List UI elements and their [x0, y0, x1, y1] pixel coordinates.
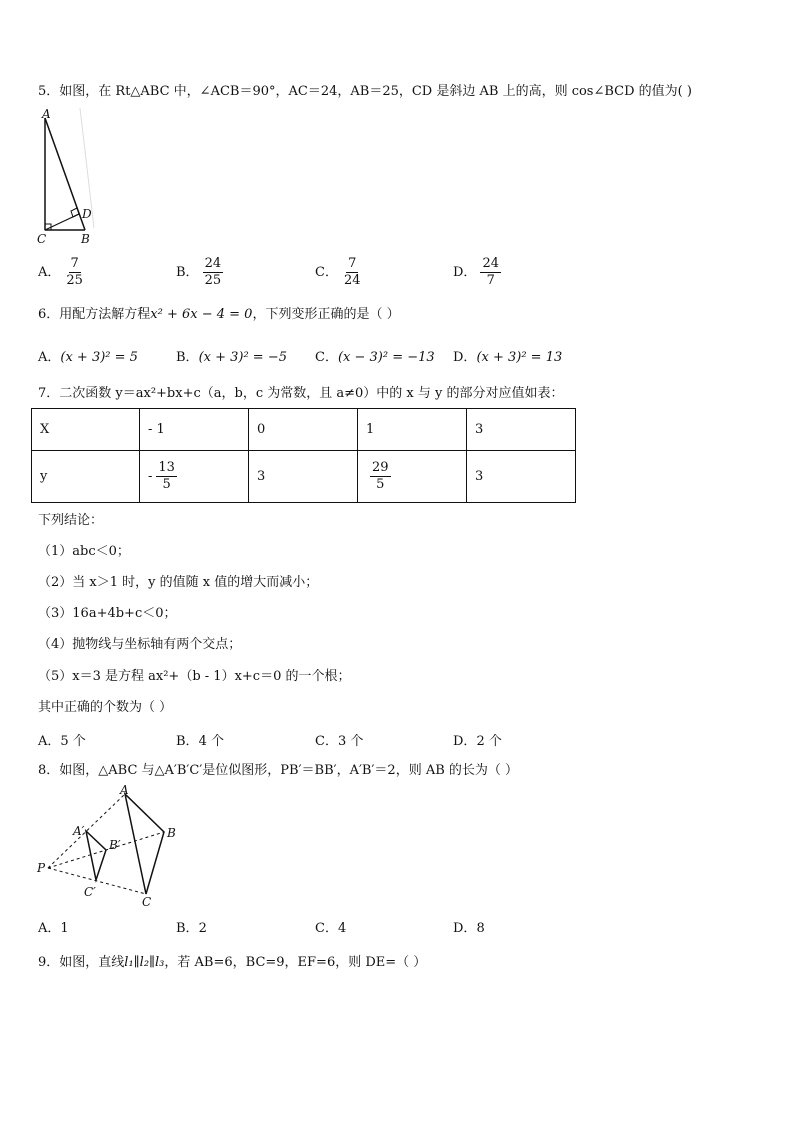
q7-conclusion-4: （4）抛物线与坐标轴有两个交点； — [38, 637, 242, 652]
table-row — [32, 409, 576, 451]
table-cell: 3 — [467, 409, 576, 451]
q8-stem: 8．如图，△ABC 与△A′B′C′是位似图形，PB′＝BB′，A′B′＝2，则 AB 的长为（ ） — [38, 763, 519, 778]
q8-option-a[interactable]: A．1 — [38, 921, 69, 936]
label-b-prime: B′ — [109, 838, 121, 852]
q8-option-c[interactable]: C．4 — [315, 921, 347, 936]
q7-option-c[interactable]: C．3 个 — [315, 734, 364, 749]
label-c: C — [142, 895, 152, 909]
q7-stem: 7．二次函数 y＝ax²+bx+c（a，b，c 为常数，且 a≠0）中的 x 与 y 的部分对应值如表： — [38, 386, 564, 401]
table-cell: y — [32, 451, 140, 503]
label-a: A — [120, 783, 129, 797]
q6-option-d[interactable]: D．(x + 3)² = 13 — [453, 350, 563, 365]
q7-option-a[interactable]: A．5 个 — [38, 734, 86, 749]
triangle-abc — [125, 794, 164, 894]
label-a: A — [42, 108, 51, 121]
q8-option-b[interactable]: B．2 — [176, 921, 207, 936]
q7-question: 其中正确的个数为（ ） — [38, 700, 173, 715]
q6-option-a[interactable]: A．(x + 3)² = 5 — [38, 350, 138, 365]
q7-conclusions-title: 下列结论： — [38, 513, 104, 528]
q5-option-b[interactable]: B． $\frac{24}{25}$ — [176, 256, 222, 288]
q6-option-c[interactable]: C．(x − 3)² = −13 — [315, 350, 435, 365]
label-c-prime: C′ — [84, 885, 96, 899]
table-cell: 0 — [249, 409, 358, 451]
q7-conclusion-2: （2）当 x＞1 时，y 的值随 x 值的增大而减小； — [38, 575, 319, 590]
table-cell: 3 — [249, 451, 358, 503]
q6-option-b[interactable]: B．(x + 3)² = −5 — [176, 350, 287, 365]
q8-figure — [36, 782, 186, 910]
label-a-prime: A′ — [73, 824, 85, 838]
q7-conclusion-5: （5）x＝3 是方程 ax²+（b - 1）x+c＝0 的一个根； — [38, 669, 351, 684]
right-angle-d — [71, 208, 79, 217]
q5-option-d[interactable]: D． $\frac{24}{7}$ — [453, 256, 499, 288]
q7-option-b[interactable]: B．4 个 — [176, 734, 224, 749]
q7-option-d[interactable]: D．2 个 — [453, 734, 502, 749]
q9-parallel-lines: l₁∥l₂∥l₃ — [124, 955, 165, 970]
table-cell: - $\frac{13}{5}$ — [140, 451, 249, 503]
table-cell: $\frac{29}{5}$ — [358, 451, 467, 503]
q7-conclusion-3: （3）16a+4b+c＜0； — [38, 606, 177, 621]
q5-figure — [36, 108, 106, 248]
label-b: B — [81, 232, 90, 246]
q9-stem: 9．如图，直线l₁∥l₂∥l₃，若 AB=6，BC=9，EF=6，则 DE=（ ） — [38, 955, 427, 970]
table-cell: - 1 — [140, 409, 249, 451]
q6-stem: 6．用配方法解方程x² + 6x − 4 = 0，下列变形正确的是（ ） — [38, 307, 400, 322]
q6-equation: x² + 6x − 4 = 0 — [150, 307, 253, 322]
q7-conclusion-1: （1）abc＜0； — [38, 544, 130, 559]
table-cell: 1 — [358, 409, 467, 451]
label-d: D — [82, 207, 92, 221]
q5-stem: 5．如图，在 Rt△ABC 中，∠ACB＝90°，AC＝24，AB＝25，CD 是斜边 AB 上的高，则 cos∠BCD 的值为( ) — [38, 84, 692, 99]
ray-pc — [48, 868, 146, 894]
q8-option-d[interactable]: D．8 — [453, 921, 485, 936]
table-cell: 3 — [467, 451, 576, 503]
q5-option-c[interactable]: C． $\frac{7}{24}$ — [315, 256, 361, 288]
table-cell: X — [32, 409, 140, 451]
table-row — [32, 451, 576, 503]
label-p: P — [37, 861, 46, 875]
q7-value-table — [31, 408, 576, 503]
q5-option-a[interactable]: A． $\frac{7}{25}$ — [38, 256, 83, 288]
label-c: C — [37, 232, 47, 246]
label-b: B — [167, 826, 176, 840]
